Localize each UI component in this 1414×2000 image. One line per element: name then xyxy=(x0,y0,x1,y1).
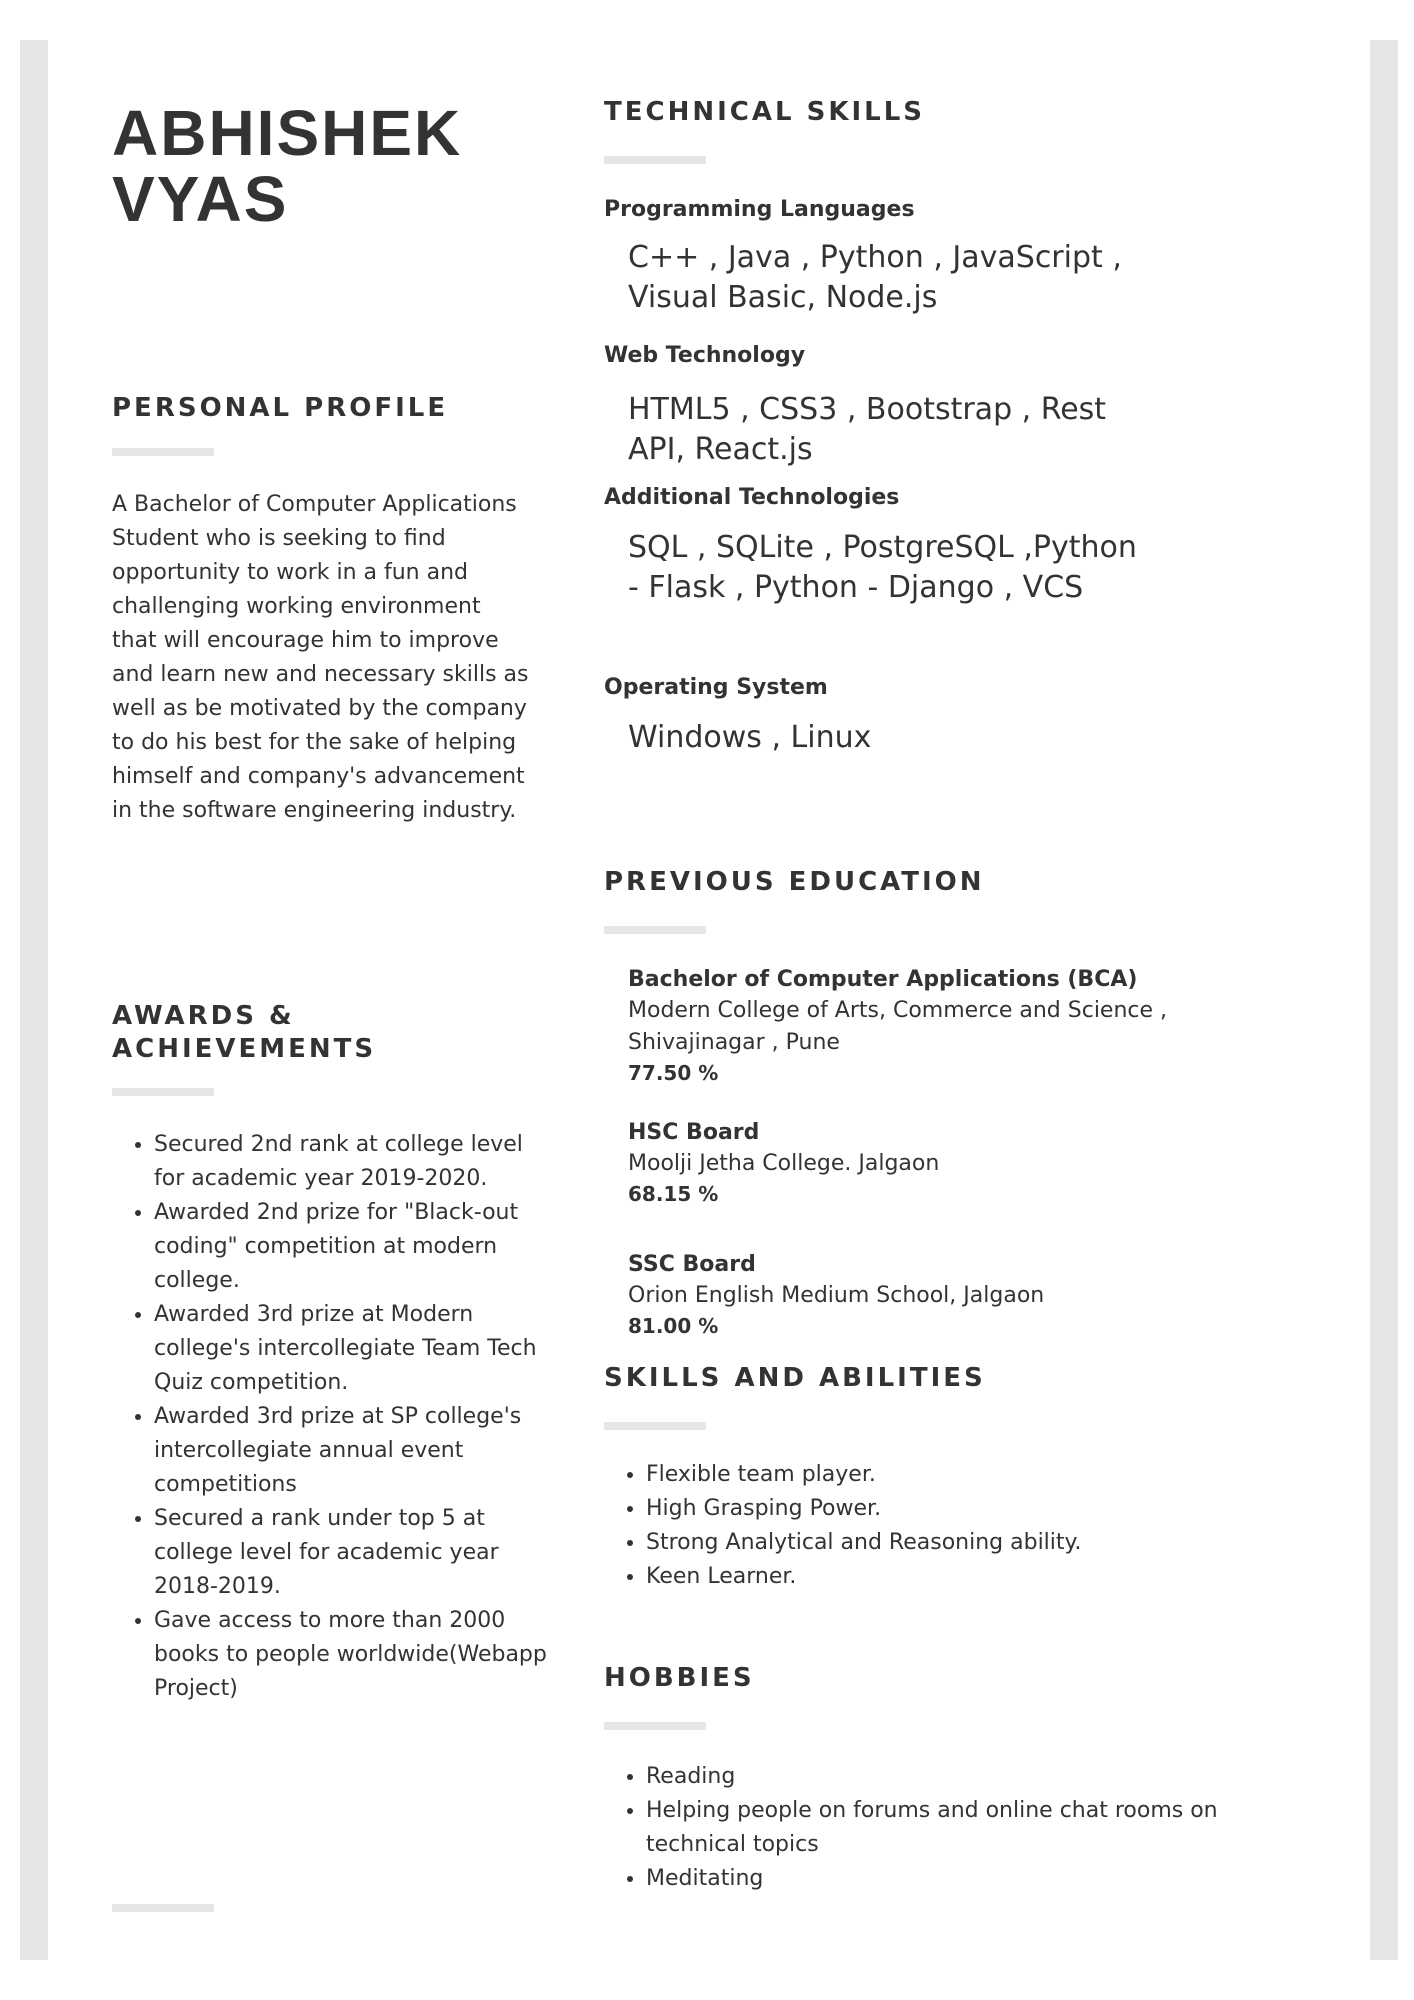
hobbies-heading: HOBBIES xyxy=(604,1663,755,1693)
personal-profile-rule xyxy=(112,448,214,456)
list-item: • Awarded 3rd prize at Modern college's intercollegiate Team Tech Quiz competition. xyxy=(154,1298,554,1400)
education-degree: SSC Board xyxy=(628,1252,756,1277)
awards-list xyxy=(112,1128,554,1706)
list-item: • Awarded 2nd prize for "Black-out coding" competition at modern college. xyxy=(154,1196,554,1298)
list-item: • Reading xyxy=(646,1760,1286,1794)
education-entry-ssc xyxy=(628,1250,1188,1340)
list-item: • Gave access to more than 2000 books to people worldwide(Webapp Project) xyxy=(154,1604,554,1706)
last-name: VYAS xyxy=(112,163,289,235)
awards-rule xyxy=(112,1088,214,1096)
education-degree: Bachelor of Computer Applications (BCA) xyxy=(628,967,1138,992)
right-decorative-bar xyxy=(1370,40,1398,1960)
hobbies-list xyxy=(604,1760,1286,1896)
list-item: • Secured 2nd rank at college level for academic year 2019-2020. xyxy=(154,1128,554,1196)
hobbies-rule xyxy=(604,1722,706,1730)
skills-abilities-heading: SKILLS AND ABILITIES xyxy=(604,1363,986,1393)
programming-languages-heading: Programming Languages xyxy=(604,197,915,222)
technical-skills-heading: TECHNICAL SKILLS xyxy=(604,97,925,127)
list-item: • Meditating xyxy=(646,1862,1286,1896)
left-decorative-bar xyxy=(20,40,48,1960)
education-entry-bca xyxy=(628,965,1188,1087)
web-technology-value: HTML5 , CSS3 , Bootstrap , Rest API, React.js xyxy=(628,392,1107,467)
operating-system-value: Windows , Linux xyxy=(628,720,872,755)
list-item: • High Grasping Power. xyxy=(646,1492,1266,1526)
previous-education-rule xyxy=(604,926,706,934)
awards-heading: AWARDS & ACHIEVEMENTS xyxy=(112,1001,377,1064)
education-institution: Modern College of Arts, Commerce and Science , Shivajinagar , Pune xyxy=(628,998,1168,1055)
education-degree: HSC Board xyxy=(628,1120,760,1145)
programming-languages-value: C++ , Java , Python , JavaScript , Visual Basic, Node.js xyxy=(628,240,1122,315)
list-item: • Keen Learner. xyxy=(646,1560,1266,1594)
candidate-name xyxy=(112,97,463,235)
previous-education-heading: PREVIOUS EDUCATION xyxy=(604,867,985,897)
skills-abilities-rule xyxy=(604,1422,706,1430)
list-item: • Strong Analytical and Reasoning ability. xyxy=(646,1526,1266,1560)
education-institution: Moolji Jetha College. Jalgaon xyxy=(628,1151,940,1176)
list-item: • Secured a rank under top 5 at college level for academic year 2018-2019. xyxy=(154,1502,554,1604)
list-item: • Helping people on forums and online chat rooms on technical topics xyxy=(646,1794,1286,1862)
list-item: • Awarded 3rd prize at SP college's intercollegiate annual event competitions xyxy=(154,1400,554,1502)
additional-technologies-value: SQL , SQLite , PostgreSQL ,Python - Flask , Python - Django , VCS xyxy=(628,530,1137,605)
skills-abilities-list xyxy=(604,1458,1266,1594)
personal-profile-text: A Bachelor of Computer Applications Student who is seeking to find opportunity to work in a fun and challenging working environment that will encourage him to improve and learn new and necessary skills as well as be motivated by the company to do his best for the sake of helping himself and company's advancement in the software engineering industry. xyxy=(112,492,529,823)
education-institution: Orion English Medium School, Jalgaon xyxy=(628,1283,1045,1308)
operating-system-heading: Operating System xyxy=(604,675,828,700)
education-score: 68.15 % xyxy=(628,1182,719,1206)
education-entry-hsc xyxy=(628,1118,1188,1208)
web-technology-heading: Web Technology xyxy=(604,343,806,368)
education-score: 77.50 % xyxy=(628,1061,719,1085)
list-item: • Flexible team player. xyxy=(646,1458,1266,1492)
footer-rule xyxy=(112,1904,214,1912)
education-score: 81.00 % xyxy=(628,1314,719,1338)
first-name: ABHISHEK xyxy=(112,97,463,169)
additional-technologies-heading: Additional Technologies xyxy=(604,485,900,510)
personal-profile-heading: PERSONAL PROFILE xyxy=(112,393,449,423)
technical-skills-rule xyxy=(604,156,706,164)
